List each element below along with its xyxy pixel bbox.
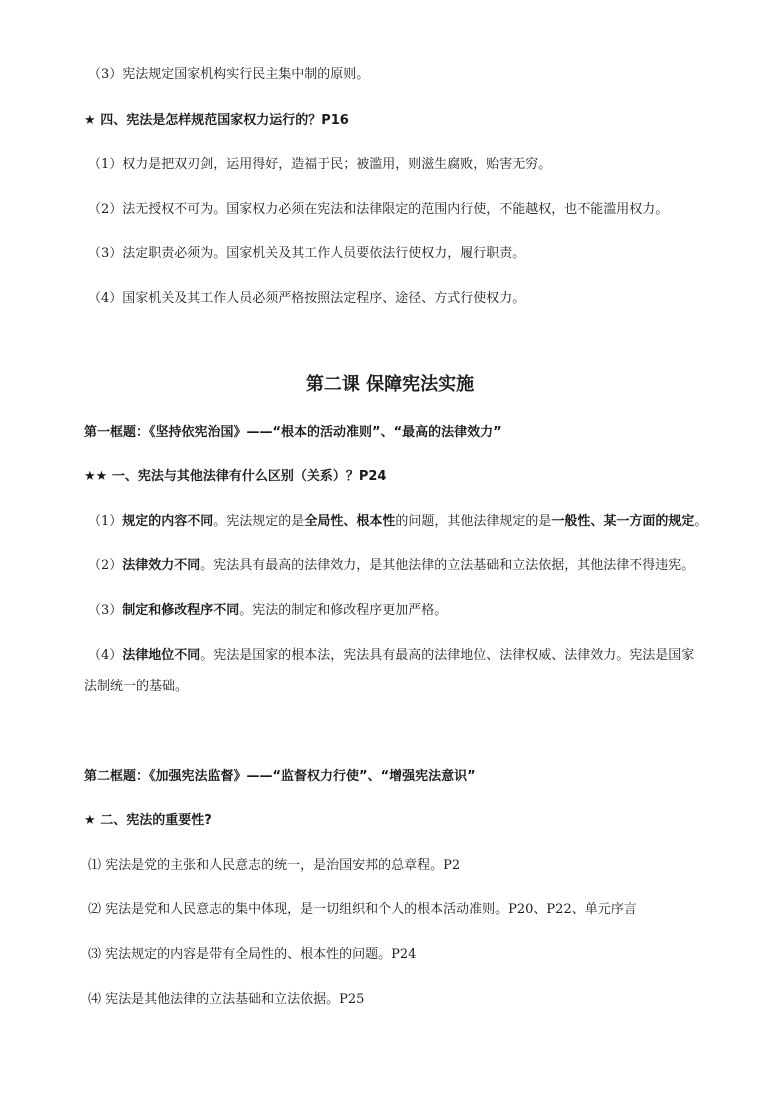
bold-phrase: 法律效力不同 bbox=[122, 558, 201, 573]
star-icon: ★ bbox=[84, 813, 96, 828]
section-heading-power-regulation bbox=[84, 112, 349, 130]
list-item bbox=[88, 513, 707, 531]
item-text: 。宪法具有最高的法律效力，是其他法律的立法基础和立法依据，其他法律不得违宪。 bbox=[200, 558, 695, 573]
heading-text: 四、宪法是怎样规范国家权力运行的？P16 bbox=[100, 113, 349, 128]
bold-phrase: 制定和修改程序不同 bbox=[122, 603, 240, 618]
paragraph-democratic-centralism: （3）宪法规定国家机构实行民主集中制的原则。 bbox=[88, 67, 370, 82]
heading-text: 一、宪法与其他法律有什么区别（关系）？P24 bbox=[111, 469, 387, 484]
list-item: ⑷ 宪法是其他法律的立法基础和立法依据。P25 bbox=[88, 992, 365, 1007]
item-number: （4） bbox=[88, 648, 123, 663]
question-heading-1 bbox=[84, 468, 386, 486]
lesson-title: 第二课 保障宪法实施 bbox=[305, 374, 475, 395]
list-item bbox=[88, 557, 694, 575]
heading-text: 二、宪法的重要性? bbox=[100, 813, 212, 828]
star-icon: ★★ bbox=[84, 469, 108, 484]
item-number: （2） bbox=[88, 558, 123, 573]
item-text: 。宪法是国家的根本法，宪法具有最高的法律地位、法律权威、法律效力。宪法是国家 bbox=[200, 648, 695, 663]
bold-phrase: 一般性、某一方面的规定 bbox=[551, 514, 695, 529]
question-heading-2 bbox=[84, 812, 212, 830]
bold-phrase: 全局性、根本性 bbox=[304, 514, 396, 529]
list-item bbox=[88, 602, 447, 620]
item-text: 。宪法规定的是 bbox=[213, 514, 305, 529]
list-item-continuation: 法制统一的基础。 bbox=[84, 679, 189, 694]
list-item: （2）法无授权不可为。国家权力必须在宪法和法律限定的范围内行使，不能越权，也不能滥用权力。 bbox=[88, 202, 669, 217]
item-text: 的问题，其他法律规定的是 bbox=[395, 514, 552, 529]
list-item: （1）权力是把双刃剑，运用得好，造福于民；被滥用，则滋生腐败，贻害无穷。 bbox=[88, 157, 552, 172]
star-icon: ★ bbox=[84, 113, 96, 128]
list-item: ⑶ 宪法规定的内容是带有全局性的、根本性的问题。P24 bbox=[88, 947, 417, 962]
item-text: 。 bbox=[694, 514, 708, 529]
list-item: ⑴ 宪法是党的主张和人民意志的统一，是治国安邦的总章程。P2 bbox=[88, 858, 461, 873]
bold-phrase: 规定的内容不同 bbox=[122, 514, 214, 529]
list-item: （3）法定职责必须为。国家机关及其工作人员要依法行使权力，履行职责。 bbox=[88, 246, 526, 261]
list-item: （4）国家机关及其工作人员必须严格按照法定程序、途径、方式行使权力。 bbox=[88, 291, 526, 306]
frame-title-1: 第一框题：《坚持依宪治国》——“根本的活动准则”、“最高的法律效力” bbox=[84, 425, 502, 440]
item-text: 。宪法的制定和修改程序更加严格。 bbox=[239, 603, 448, 618]
item-number: （1） bbox=[88, 514, 123, 529]
item-number: （3） bbox=[88, 603, 123, 618]
list-item bbox=[88, 647, 694, 665]
list-item: ⑵ 宪法是党和人民意志的集中体现，是一切组织和个人的根本活动准则。P20、P22、单元序言 bbox=[88, 902, 637, 917]
bold-phrase: 法律地位不同 bbox=[122, 648, 201, 663]
frame-title-2: 第二框题：《加强宪法监督》——“监督权力行使”、“增强宪法意识” bbox=[84, 769, 476, 784]
